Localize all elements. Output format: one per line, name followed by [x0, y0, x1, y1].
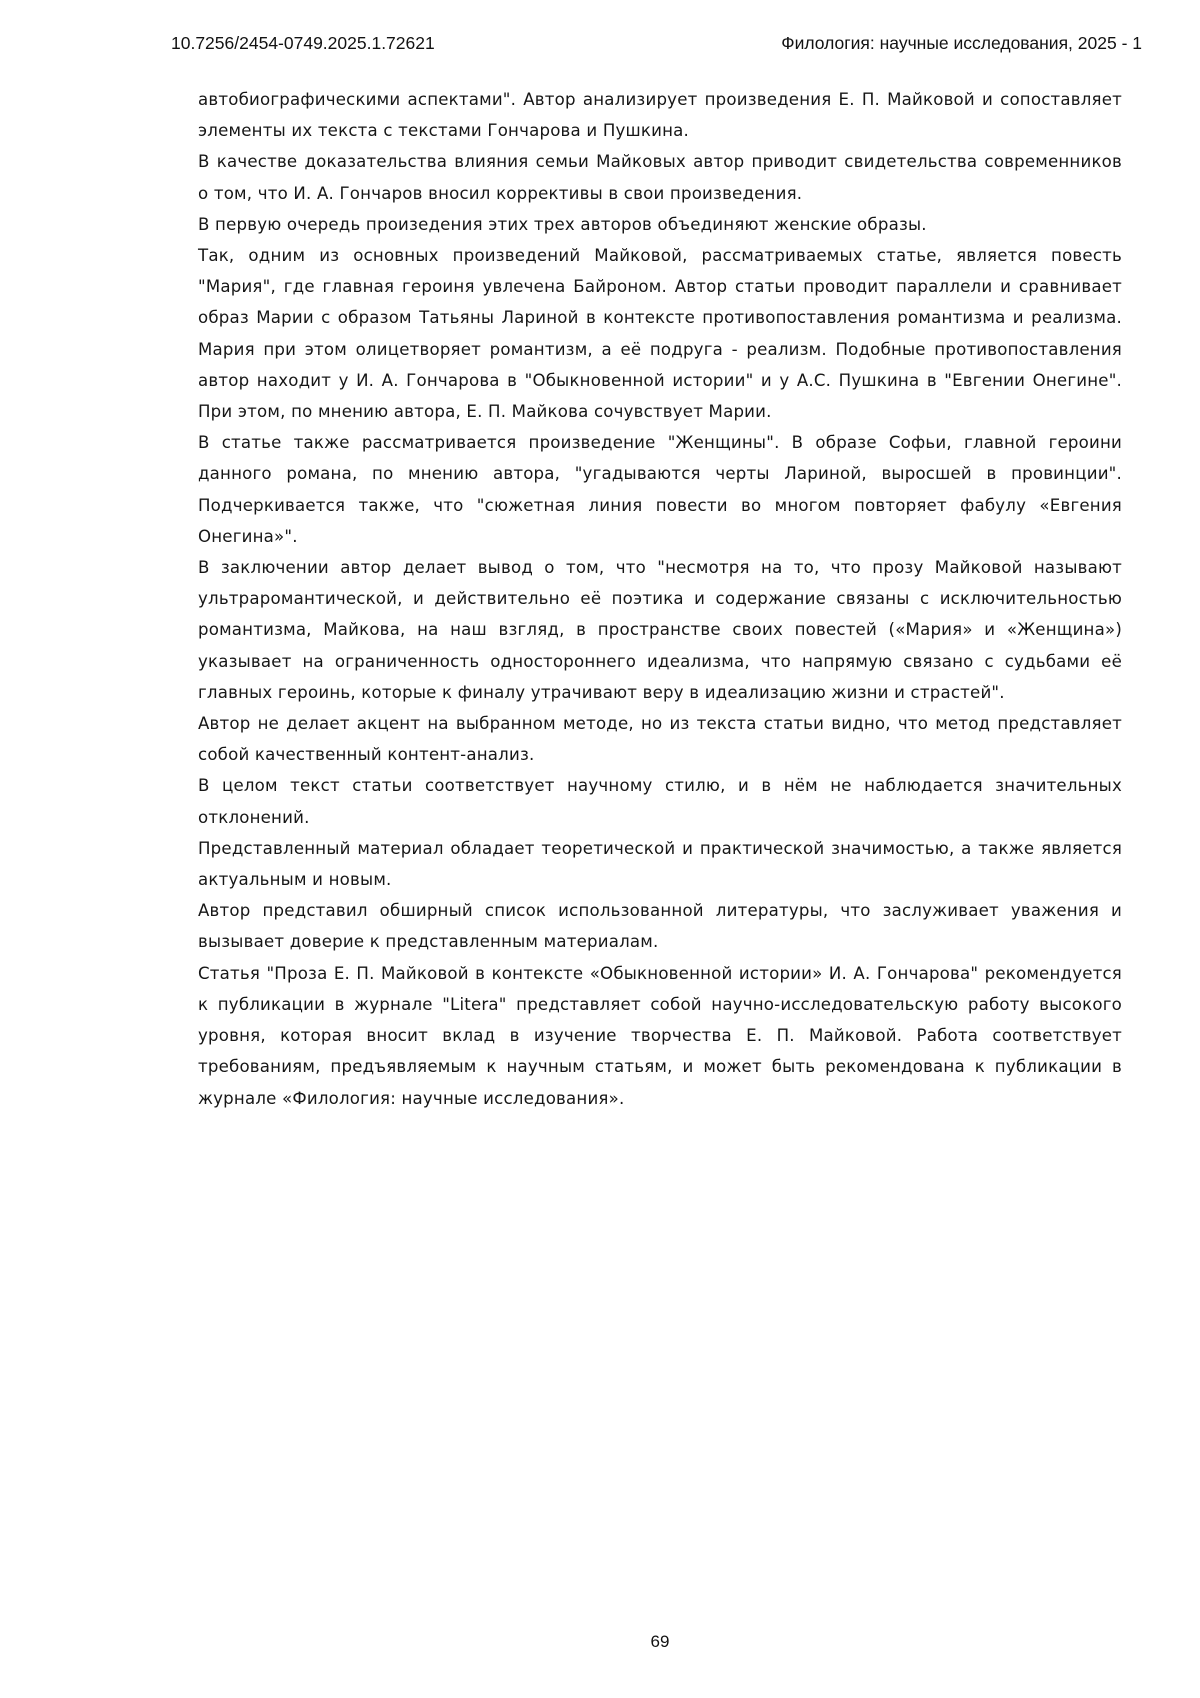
paragraph: В заключении автор делает вывод о том, что "несмотря на то, что прозу Майковой называют ультраромантической, и действительно её поэтика и содержание связаны с исключительностью романтизма, Майкова, на наш взгляд, в пространстве своих повестей («Мария» и «Женщина») указывает на ограниченность одностороннего идеализма, что напрямую связано с судьбами её главных героинь, которые к финалу утрачивают веру в идеализацию жизни и страстей".	[198, 558, 1122, 702]
page-number: 69	[650, 1632, 670, 1651]
paragraph: Автор не делает акцент на выбранном методе, но из текста статьи видно, что метод представляет собой качественный контент-анализ.	[198, 714, 1122, 765]
paragraph: Представленный материал обладает теоретической и практической значимостью, а также является актуальным и новым.	[198, 838, 1122, 890]
running-header	[171, 33, 1142, 54]
paragraph: В первую очередь произедения этих трех авторов объединяют женские образы.	[198, 214, 927, 234]
page-footer	[198, 1632, 1122, 1652]
header-journal-title: Филология: научные исследования, 2025 - 1	[781, 33, 1142, 53]
header-doi: 10.7256/2454-0749.2025.1.72621	[171, 33, 435, 53]
paragraph: Автор представил обширный список использованной литературы, что заслуживает уважения и вызывает доверие к представленным материалам.	[198, 901, 1122, 952]
paragraph: Статья "Проза Е. П. Майковой в контексте «Обыкновенной истории» И. А. Гончарова" рекомендуется к публикации в журнале "Litera" представляет собой научно-исследовательскую работу высокого уровня, которая вносит вклад в изучение творчества Е. П. Майковой. Работа соответствует требованиям, предъявляемым к научным статьям, и может быть рекомендована к публикации в журнале «Филология: научные исследования».	[198, 963, 1122, 1108]
paragraph: В целом текст статьи соответствует научному стилю, и в нём не наблюдается значительных отклонений.	[198, 776, 1122, 827]
paragraph: В качестве доказательства влияния семьи Майковых автор приводит свидетельства современников о том, что И. А. Гончаров вносил коррективы в свои произведения.	[198, 152, 1122, 203]
paragraph: Так, одним из основных произведений Майковой, рассматриваемых статье, является повесть "Мария", где главная героиня увлечена Байроном. Автор статьи проводит параллели и сравнивает образ Марии с образом Татьяны Лариной в контексте противопоставления романтизма и реализма. Мария при этом олицетворяет романтизм, а её подруга - реализм. Подобные противопоставления автор находит у И. А. Гончарова в "Обыкновенной истории" и у А.С. Пушкина в "Евгении Онегине". При этом, по мнению автора, Е. П. Майкова сочувствует Марии.	[198, 246, 1122, 422]
article-body	[198, 84, 1122, 1114]
paragraph: автобиографическими аспектами". Автор анализирует произведения Е. П. Майковой и сопоставляет элементы их текста с текстами Гончарова и Пушкина.	[198, 90, 1122, 141]
paragraph: В статье также рассматривается произведение "Женщины". В образе Софьи, главной героини данного романа, по мнению автора, "угадываются черты Лариной, выросшей в провинции". Подчеркивается также, что "сюжетная линия повести во многом повторяет фабулу «Евгения Онегина»".	[198, 433, 1122, 546]
